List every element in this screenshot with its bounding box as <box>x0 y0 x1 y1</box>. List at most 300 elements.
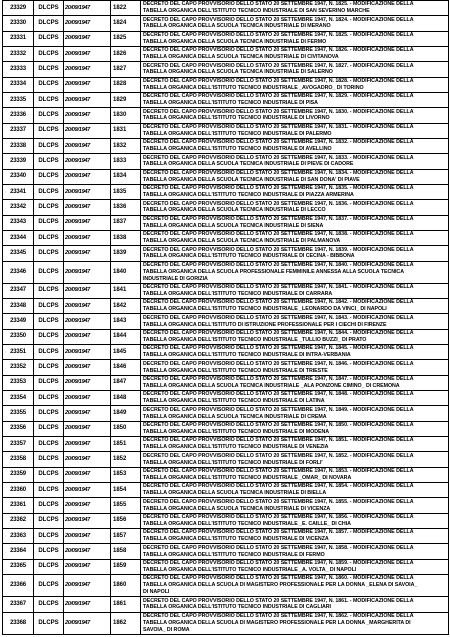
decree-title-cell <box>141 360 449 375</box>
decree-title-line: DECRETO DEL CAPO PROVVISORIO DELLO STATO 20 SETTEMBRE 1947, N. 1847. - MODIFICAZIONE DELLA <box>143 376 414 383</box>
record-number-cell: 23356 <box>3 421 34 436</box>
table-row <box>3 360 449 375</box>
act-type-cell: DLCPS <box>34 314 64 329</box>
act-date-cell: 20/09/1947 <box>64 31 111 46</box>
decree-title-line: DI NAPOLI <box>143 589 170 596</box>
act-type-cell: DLCPS <box>34 62 64 77</box>
decree-title-line: DECRETO DEL CAPO PROVVISORIO DELLO STATO 20 SETTEMBRE 1947, N. 1834. - MODIFICAZIONE DELLA <box>143 169 414 176</box>
act-number-cell: 1855 <box>111 498 141 513</box>
decree-title-line: TABELLA ORGANICA DELLA SCUOLA TECNICA INDUSTRIALE DI PALMANOVA <box>143 238 341 245</box>
act-date-cell: 20/09/1947 <box>64 184 111 199</box>
decree-title-line: DECRETO DEL CAPO PROVVISORIO DELLO STATO 20 SETTEMBRE 1947, N. 1849. - MODIFICAZIONE DELLA <box>143 406 414 413</box>
decree-title-line: TABELLA ORGANICA DELLA SCUOLA TECNICA INDUSTRIALE DI FERMO <box>143 38 327 45</box>
decree-title-line: TABELLA ORGANICA DELL'ISTITUTO TECNICO INDUSTRIALE DI PALERMO <box>143 130 332 137</box>
record-number-cell: 23355 <box>3 406 34 421</box>
decree-title-line: TABELLA ORGANICA DELL'ISTITUTO TECNICO INDUSTRIALE DI LIVORNO <box>143 115 330 122</box>
record-number-cell: 23344 <box>3 230 34 245</box>
act-date-cell: 20/09/1947 <box>64 77 111 92</box>
decree-table-body <box>3 1 449 635</box>
act-number-cell: 1835 <box>111 184 141 199</box>
act-number-cell: 1856 <box>111 513 141 528</box>
decree-title-cell <box>141 62 449 77</box>
act-number-cell: 1849 <box>111 406 141 421</box>
act-type-cell: DLCPS <box>34 498 64 513</box>
decree-title-line: DECRETO DEL CAPO PROVVISORIO DELLO STATO 20 SETTEMBRE 1947, N. 1858. - MODIFICAZIONE DELLA <box>143 544 414 551</box>
decree-title-line: TABELLA ORGANICA DELLA SCUOLA TECNICA INDUSTRIALE DI PIEVE DI CADORE <box>143 161 354 168</box>
decree-title-line: INDUSTRIALE DI GORIZIA <box>143 275 208 282</box>
decree-title-line: TABELLA ORGANICA DELLA SCUOLA DI MAGISTERO PROFESSIONALE PER LA DONNA _MARGHERITA DI <box>143 619 411 626</box>
act-date-cell: 20/09/1947 <box>64 597 111 612</box>
decree-title-line: TABELLA ORGANICA DELLA SCUOLA TECNICA INDUSTRIALE DI SAN DONA' DI PIAVE <box>143 176 360 183</box>
table-row <box>3 92 449 107</box>
decree-title-line: DECRETO DEL CAPO PROVVISORIO DELLO STATO 20 SETTEMBRE 1947, N. 1856. - MODIFICAZIONE DELLA <box>143 514 414 521</box>
decree-title-line: TABELLA ORGANICA DELLA SCUOLA TECNICA INDUSTRIALE DI BIELLA <box>143 490 327 497</box>
act-type-cell: DLCPS <box>34 77 64 92</box>
act-type-cell: DLCPS <box>34 92 64 107</box>
act-date-cell: 20/09/1947 <box>64 329 111 344</box>
record-number-cell: 23333 <box>3 62 34 77</box>
record-number-cell: 23366 <box>3 575 34 597</box>
decree-title-cell <box>141 1 449 16</box>
act-number-cell: 1830 <box>111 108 141 123</box>
record-number-cell: 23331 <box>3 31 34 46</box>
decree-title-line: DECRETO DEL CAPO PROVVISORIO DELLO STATO 20 SETTEMBRE 1947, N. 1851. - MODIFICAZIONE DELLA <box>143 437 414 444</box>
table-row <box>3 421 449 436</box>
decree-title-line: TABELLA ORGANICA DELL'ISTITUTO TECNICO INDUSTRIALE DI CECINA - BIBBONA <box>143 253 355 260</box>
act-type-cell: DLCPS <box>34 406 64 421</box>
act-type-cell: DLCPS <box>34 123 64 138</box>
decree-title-line: DECRETO DEL CAPO PROVVISORIO DELLO STATO 20 SETTEMBRE 1947, N. 1843. - MODIFICAZIONE DELLA <box>143 314 414 321</box>
act-date-cell: 20/09/1947 <box>64 62 111 77</box>
act-date-cell: 20/09/1947 <box>64 375 111 390</box>
table-row <box>3 138 449 153</box>
decree-title-line: TABELLA ORGANICA DELLA SCUOLA TECNICA INDUSTRIALE DI MERANO <box>143 23 331 30</box>
table-row <box>3 612 449 634</box>
act-type-cell: DLCPS <box>34 246 64 261</box>
table-row <box>3 154 449 169</box>
act-type-cell: DLCPS <box>34 108 64 123</box>
decree-title-line: DECRETO DEL CAPO PROVVISORIO DELLO STATO 20 SETTEMBRE 1947, N. 1824. - MODIFICAZIONE DELLA <box>143 16 414 23</box>
record-number-cell: 23342 <box>3 200 34 215</box>
decree-title-line: TABELLA ORGANICA DELL'ISTITUTO TECNICO INDUSTRIALE DI SAN SEVERINO MARCHE <box>143 8 370 15</box>
decree-title-cell <box>141 230 449 245</box>
act-type-cell: DLCPS <box>34 169 64 184</box>
decree-title-line: DECRETO DEL CAPO PROVVISORIO DELLO STATO 20 SETTEMBRE 1947, N. 1825. - MODIFICAZIONE DELLA <box>143 1 414 8</box>
act-type-cell: DLCPS <box>34 46 64 61</box>
act-type-cell: DLCPS <box>34 544 64 559</box>
decree-title-cell <box>141 314 449 329</box>
act-number-cell: 1859 <box>111 559 141 574</box>
decree-title-cell <box>141 299 449 314</box>
record-number-cell: 23346 <box>3 261 34 283</box>
decree-title-line: TABELLA ORGANICA DELL'ISTITUTO TECNICO INDUSTRIALE _LEONARDO DA VINCI_ DI NAPOLI <box>143 306 387 313</box>
decree-title-cell <box>141 391 449 406</box>
act-date-cell: 20/09/1947 <box>64 230 111 245</box>
decree-title-cell <box>141 375 449 390</box>
decree-title-line: TABELLA ORGANICA DELLA SCUOLA TECNICA INDUSTRIALE DI SIENA <box>143 222 324 229</box>
decree-title-line: DECRETO DEL CAPO PROVVISORIO DELLO STATO 20 SETTEMBRE 1947, N. 1836. - MODIFICAZIONE DELLA <box>143 200 414 207</box>
act-type-cell: DLCPS <box>34 513 64 528</box>
act-type-cell: DLCPS <box>34 215 64 230</box>
decree-title-line: TABELLA ORGANICA DELL'ISTITUTO DI ISTRUZIONE PROFESSIONALE PER I CIECHI DI FIRENZE <box>143 321 387 328</box>
act-date-cell: 20/09/1947 <box>64 92 111 107</box>
table-row <box>3 77 449 92</box>
decree-title-cell <box>141 184 449 199</box>
act-number-cell: 1832 <box>111 138 141 153</box>
act-number-cell: 1833 <box>111 154 141 169</box>
act-date-cell: 20/09/1947 <box>64 261 111 283</box>
act-type-cell: DLCPS <box>34 612 64 634</box>
act-number-cell: 1845 <box>111 345 141 360</box>
record-number-cell: 23339 <box>3 154 34 169</box>
act-number-cell: 1836 <box>111 200 141 215</box>
table-row <box>3 31 449 46</box>
act-number-cell: 1828 <box>111 77 141 92</box>
decree-title-line: TABELLA ORGANICA DELLA SCUOLA TECNICA INDUSTRIALE DI LECCO <box>143 207 326 214</box>
decree-title-line: TABELLA ORGANICA DELL'ISTITUTO TECNICO INDUSTRIALE DI FORLI' <box>143 459 323 466</box>
decree-title-line: DECRETO DEL CAPO PROVVISORIO DELLO STATO 20 SETTEMBRE 1947, N. 1857. - MODIFICAZIONE DELLA <box>143 529 414 536</box>
decree-title-line: DECRETO DEL CAPO PROVVISORIO DELLO STATO 20 SETTEMBRE 1947, N. 1842. - MODIFICAZIONE DELLA <box>143 299 414 306</box>
act-type-cell: DLCPS <box>34 559 64 574</box>
decree-table <box>2 0 449 635</box>
decree-title-cell <box>141 612 449 634</box>
record-number-cell: 23354 <box>3 391 34 406</box>
act-number-cell: 1834 <box>111 169 141 184</box>
table-row <box>3 329 449 344</box>
record-number-cell: 23347 <box>3 283 34 298</box>
decree-title-cell <box>141 31 449 46</box>
act-date-cell: 20/09/1947 <box>64 200 111 215</box>
decree-title-line: DECRETO DEL CAPO PROVVISORIO DELLO STATO 20 SETTEMBRE 1947, N. 1852. - MODIFICAZIONE DELLA <box>143 452 414 459</box>
act-number-cell: 1824 <box>111 16 141 31</box>
decree-title-line: DECRETO DEL CAPO PROVVISORIO DELLO STATO 20 SETTEMBRE 1947, N. 1862. - MODIFICAZIONE DELLA <box>143 612 414 619</box>
decree-title-line: DECRETO DEL CAPO PROVVISORIO DELLO STATO 20 SETTEMBRE 1947, N. 1833. - MODIFICAZIONE DELLA <box>143 154 414 161</box>
record-number-cell: 23348 <box>3 299 34 314</box>
table-row <box>3 46 449 61</box>
record-number-cell: 23332 <box>3 46 34 61</box>
decree-title-line: DECRETO DEL CAPO PROVVISORIO DELLO STATO 20 SETTEMBRE 1947, N. 1848. - MODIFICAZIONE DELLA <box>143 391 414 398</box>
act-type-cell: DLCPS <box>34 529 64 544</box>
decree-title-cell <box>141 215 449 230</box>
act-type-cell: DLCPS <box>34 138 64 153</box>
decree-title-cell <box>141 92 449 107</box>
act-type-cell: DLCPS <box>34 452 64 467</box>
record-number-cell: 23352 <box>3 360 34 375</box>
record-number-cell: 23360 <box>3 483 34 498</box>
decree-title-line: DECRETO DEL CAPO PROVVISORIO DELLO STATO 20 SETTEMBRE 1947, N. 1850. - MODIFICAZIONE DELLA <box>143 422 414 429</box>
act-date-cell: 20/09/1947 <box>64 467 111 482</box>
decree-title-line: DECRETO DEL CAPO PROVVISORIO DELLO STATO 20 SETTEMBRE 1947, N. 1832. - MODIFICAZIONE DELLA <box>143 139 414 146</box>
decree-title-line: TABELLA ORGANICA DELL'ISTITUTO TECNICO INDUSTRIALE DI AVELLINO <box>143 146 332 153</box>
record-number-cell: 23338 <box>3 138 34 153</box>
act-date-cell: 20/09/1947 <box>64 123 111 138</box>
act-number-cell: 1860 <box>111 575 141 597</box>
record-number-cell: 23351 <box>3 345 34 360</box>
decree-title-cell <box>141 283 449 298</box>
act-date-cell: 20/09/1947 <box>64 154 111 169</box>
act-number-cell: 1846 <box>111 360 141 375</box>
act-date-cell: 20/09/1947 <box>64 483 111 498</box>
act-type-cell: DLCPS <box>34 154 64 169</box>
record-number-cell: 23336 <box>3 108 34 123</box>
decree-title-line: TABELLA ORGANICA DELLA SCUOLA PROFESSIONALE FEMMINILE ANNESSA ALLA SCUOLA TECNICA <box>143 268 404 275</box>
table-row <box>3 169 449 184</box>
decree-title-line: DECRETO DEL CAPO PROVVISORIO DELLO STATO 20 SETTEMBRE 1947, N. 1825. - MODIFICAZIONE DELLA <box>143 32 414 39</box>
act-date-cell: 20/09/1947 <box>64 169 111 184</box>
act-date-cell: 20/09/1947 <box>64 46 111 61</box>
record-number-cell: 23362 <box>3 513 34 528</box>
decree-title-line: TABELLA ORGANICA DELL'ISTITUTO TECNICO INDUSTRIALE DI PIAZZA ARMERINA <box>143 192 354 199</box>
act-date-cell: 20/09/1947 <box>64 314 111 329</box>
act-date-cell: 20/09/1947 <box>64 360 111 375</box>
act-date-cell: 20/09/1947 <box>64 16 111 31</box>
record-number-cell: 23367 <box>3 597 34 612</box>
act-number-cell: 1840 <box>111 261 141 283</box>
act-type-cell: DLCPS <box>34 421 64 436</box>
decree-title-cell <box>141 77 449 92</box>
act-type-cell: DLCPS <box>34 200 64 215</box>
act-date-cell: 20/09/1947 <box>64 108 111 123</box>
act-type-cell: DLCPS <box>34 184 64 199</box>
act-type-cell: DLCPS <box>34 483 64 498</box>
decree-title-line: TABELLA ORGANICA DELL'ISTITUTO TECNICO INDUSTRIALE DI MODENA <box>143 428 329 435</box>
act-number-cell: 1825 <box>111 31 141 46</box>
act-type-cell: DLCPS <box>34 597 64 612</box>
decree-title-cell <box>141 529 449 544</box>
act-type-cell: DLCPS <box>34 16 64 31</box>
act-number-cell: 1852 <box>111 452 141 467</box>
act-date-cell: 20/09/1947 <box>64 1 111 16</box>
decree-title-cell <box>141 452 449 467</box>
decree-title-line: TABELLA ORGANICA DELLA SCUOLA DI MAGISTERO PROFESSIONALE PER LA DONNA _ELENA DI SAVOIA_ <box>143 582 418 589</box>
decree-title-line: DECRETO DEL CAPO PROVVISORIO DELLO STATO 20 SETTEMBRE 1947, N. 1846. - MODIFICAZIONE DELLA <box>143 360 414 367</box>
table-row <box>3 452 449 467</box>
table-row <box>3 483 449 498</box>
decree-title-cell <box>141 575 449 597</box>
decree-title-line: TABELLA ORGANICA DELL'ISTITUTO TECNICO INDUSTRIALE DI LATINA <box>143 398 325 405</box>
decree-title-line: DECRETO DEL CAPO PROVVISORIO DELLO STATO 20 SETTEMBRE 1947, N. 1829. - MODIFICAZIONE DELLA <box>143 93 414 100</box>
decree-title-line: TABELLA ORGANICA DELL'ISTITUTO TECNICO INDUSTRIALE _OMAR_ DI NOVARA <box>143 474 352 481</box>
decree-title-cell <box>141 345 449 360</box>
act-date-cell: 20/09/1947 <box>64 513 111 528</box>
act-number-cell: 1848 <box>111 391 141 406</box>
record-number-cell: 23364 <box>3 544 34 559</box>
table-row <box>3 544 449 559</box>
decree-title-line: DECRETO DEL CAPO PROVVISORIO DELLO STATO 20 SETTEMBRE 1947, N. 1859. - MODIFICAZIONE DELLA <box>143 560 414 567</box>
decree-title-cell <box>141 261 449 283</box>
record-number-cell: 23334 <box>3 77 34 92</box>
decree-title-cell <box>141 138 449 153</box>
act-date-cell: 20/09/1947 <box>64 283 111 298</box>
act-date-cell: 20/09/1947 <box>64 406 111 421</box>
decree-title-line: DECRETO DEL CAPO PROVVISORIO DELLO STATO 20 SETTEMBRE 1947, N. 1861. - MODIFICAZIONE DELLA <box>143 597 414 604</box>
table-row <box>3 299 449 314</box>
act-number-cell: 1847 <box>111 375 141 390</box>
act-date-cell: 20/09/1947 <box>64 575 111 597</box>
decree-title-line: TABELLA ORGANICA DELLA SCUOLA TECNICA INDUSTRIALE _ALA PONZONE CIMINO_ DI CREMONA <box>143 382 400 389</box>
act-date-cell: 20/09/1947 <box>64 391 111 406</box>
table-row <box>3 200 449 215</box>
act-number-cell: 1826 <box>111 46 141 61</box>
act-date-cell: 20/09/1947 <box>64 138 111 153</box>
act-number-cell: 1850 <box>111 421 141 436</box>
table-row <box>3 406 449 421</box>
decree-title-line: DECRETO DEL CAPO PROVVISORIO DELLO STATO 20 SETTEMBRE 1947, N. 1840. - MODIFICAZIONE DELLA <box>143 261 414 268</box>
decree-title-line: DECRETO DEL CAPO PROVVISORIO DELLO STATO 20 SETTEMBRE 1947, N. 1855. - MODIFICAZIONE DELLA <box>143 498 414 505</box>
decree-title-line: TABELLA ORGANICA DELL'ISTITUTO TECNICO INDUSTRIALE DI VICENZA <box>143 536 329 543</box>
act-type-cell: DLCPS <box>34 437 64 452</box>
decree-title-cell <box>141 483 449 498</box>
act-number-cell: 1839 <box>111 246 141 261</box>
decree-title-line: TABELLA ORGANICA DELLA SCUOLA TECNICA INDUSTRIALE DI VICENZA <box>143 505 331 512</box>
act-number-cell: 1829 <box>111 92 141 107</box>
act-number-cell: 1861 <box>111 597 141 612</box>
decree-title-cell <box>141 169 449 184</box>
record-number-cell: 23341 <box>3 184 34 199</box>
act-date-cell: 20/09/1947 <box>64 544 111 559</box>
act-type-cell: DLCPS <box>34 575 64 597</box>
decree-title-cell <box>141 421 449 436</box>
table-row <box>3 246 449 261</box>
act-date-cell: 20/09/1947 <box>64 559 111 574</box>
record-number-cell: 23337 <box>3 123 34 138</box>
act-date-cell: 20/09/1947 <box>64 246 111 261</box>
act-number-cell: 1843 <box>111 314 141 329</box>
table-row <box>3 467 449 482</box>
decree-title-line: TABELLA ORGANICA DELL'ISTITUTO TECNICO INDUSTRIALE DI VENEZIA <box>143 444 329 451</box>
act-date-cell: 20/09/1947 <box>64 498 111 513</box>
record-number-cell: 23340 <box>3 169 34 184</box>
record-number-cell: 23368 <box>3 612 34 634</box>
act-type-cell: DLCPS <box>34 345 64 360</box>
decree-title-line: DECRETO DEL CAPO PROVVISORIO DELLO STATO 20 SETTEMBRE 1947, N. 1854. - MODIFICAZIONE DELLA <box>143 483 414 490</box>
decree-title-cell <box>141 498 449 513</box>
act-type-cell: DLCPS <box>34 360 64 375</box>
record-number-cell: 23335 <box>3 92 34 107</box>
act-number-cell: 1844 <box>111 329 141 344</box>
act-number-cell: 1841 <box>111 283 141 298</box>
act-number-cell: 1858 <box>111 544 141 559</box>
act-type-cell: DLCPS <box>34 299 64 314</box>
decree-title-line: TABELLA ORGANICA DELL'ISTITUTO TECNICO INDUSTRIALE DI PISA <box>143 100 318 107</box>
record-number-cell: 23358 <box>3 452 34 467</box>
table-row <box>3 597 449 612</box>
decree-title-cell <box>141 200 449 215</box>
record-number-cell: 23363 <box>3 529 34 544</box>
act-number-cell: 1837 <box>111 215 141 230</box>
decree-title-cell <box>141 46 449 61</box>
act-date-cell: 20/09/1947 <box>64 529 111 544</box>
decree-title-line: DECRETO DEL CAPO PROVVISORIO DELLO STATO 20 SETTEMBRE 1947, N. 1839. - MODIFICAZIONE DELLA <box>143 246 414 253</box>
record-number-cell: 23365 <box>3 559 34 574</box>
table-row <box>3 16 449 31</box>
act-number-cell: 1851 <box>111 437 141 452</box>
act-number-cell: 1853 <box>111 467 141 482</box>
table-row <box>3 184 449 199</box>
table-row <box>3 62 449 77</box>
table-row <box>3 123 449 138</box>
table-row <box>3 559 449 574</box>
act-date-cell: 20/09/1947 <box>64 452 111 467</box>
record-number-cell: 23329 <box>3 1 34 16</box>
decree-title-line: DECRETO DEL CAPO PROVVISORIO DELLO STATO 20 SETTEMBRE 1947, N. 1853. - MODIFICAZIONE DELLA <box>143 468 414 475</box>
decree-title-line: TABELLA ORGANICA DELL'ISTITUTO TECNICO INDUSTRIALE _A. VOLTA_ DI NAPOLI <box>143 566 357 573</box>
act-date-cell: 20/09/1947 <box>64 215 111 230</box>
table-row <box>3 314 449 329</box>
decree-title-line: TABELLA ORGANICA DELLA SCUOLA TECNICA INDUSTRIALE DI CREMA <box>143 413 327 420</box>
act-number-cell: 1857 <box>111 529 141 544</box>
record-number-cell: 23361 <box>3 498 34 513</box>
table-row <box>3 375 449 390</box>
table-row <box>3 513 449 528</box>
table-row <box>3 108 449 123</box>
act-type-cell: DLCPS <box>34 329 64 344</box>
decree-title-cell <box>141 513 449 528</box>
decree-title-line: TABELLA ORGANICA DELL'ISTITUTO TECNICO INDUSTRIALE DI TRIESTE <box>143 367 328 374</box>
table-row <box>3 529 449 544</box>
record-number-cell: 23330 <box>3 16 34 31</box>
record-number-cell: 23343 <box>3 215 34 230</box>
decree-title-line: DECRETO DEL CAPO PROVVISORIO DELLO STATO 20 SETTEMBRE 1947, N. 1860. - MODIFICAZIONE DELLA <box>143 575 414 582</box>
decree-title-cell <box>141 406 449 421</box>
table-row <box>3 261 449 283</box>
table-row <box>3 230 449 245</box>
act-type-cell: DLCPS <box>34 31 64 46</box>
decree-title-line: TABELLA ORGANICA DELL'ISTITUTO TECNICO INDUSTRIALE _E. CAILLE_ DI CHIA <box>143 520 351 527</box>
decree-title-line: DECRETO DEL CAPO PROVVISORIO DELLO STATO 20 SETTEMBRE 1947, N. 1845. - MODIFICAZIONE DELLA <box>143 345 414 352</box>
act-number-cell: 1842 <box>111 299 141 314</box>
record-number-cell: 23349 <box>3 314 34 329</box>
decree-title-line: TABELLA ORGANICA DELL'ISTITUTO TECNICO INDUSTRIALE DI CAGLIARI <box>143 604 331 611</box>
decree-title-line: DECRETO DEL CAPO PROVVISORIO DELLO STATO 20 SETTEMBRE 1947, N. 1828. - MODIFICAZIONE DELLA <box>143 78 414 84</box>
record-number-cell: 23357 <box>3 437 34 452</box>
decree-title-cell <box>141 467 449 482</box>
decree-title-line: DECRETO DEL CAPO PROVVISORIO DELLO STATO 20 SETTEMBRE 1947, N. 1841. - MODIFICAZIONE DELLA <box>143 284 414 291</box>
decree-title-line: TABELLA ORGANICA DELL'ISTITUTO TECNICO INDUSTRIALE DI INTRA-VERBANIA <box>143 352 351 359</box>
table-row <box>3 1 449 16</box>
decree-title-line: TABELLA ORGANICA DELL'ISTITUTO TECNICO INDUSTRIALE _TULLIO BUZZI_ DI PRATO <box>143 336 367 343</box>
act-date-cell: 20/09/1947 <box>64 421 111 436</box>
act-type-cell: DLCPS <box>34 230 64 245</box>
act-number-cell: 1831 <box>111 123 141 138</box>
act-date-cell: 20/09/1947 <box>64 299 111 314</box>
table-row <box>3 575 449 597</box>
decree-title-cell <box>141 329 449 344</box>
decree-title-cell <box>141 544 449 559</box>
decree-title-line: DECRETO DEL CAPO PROVVISORIO DELLO STATO 20 SETTEMBRE 1947, N. 1835. - MODIFICAZIONE DELLA <box>143 185 414 192</box>
decree-title-line: TABELLA ORGANICA DELL'ISTITUTO TECNICO INDUSTRIALE _AVOGADRO_ DI TORINO <box>143 84 364 91</box>
decree-title-line: DECRETO DEL CAPO PROVVISORIO DELLO STATO 20 SETTEMBRE 1947, N. 1831. - MODIFICAZIONE DELLA <box>143 123 414 130</box>
decree-title-line: TABELLA ORGANICA DELLA SCUOLA TECNICA INDUSTRIALE DI CIVITANOVA <box>143 54 339 61</box>
decree-title-line: DECRETO DEL CAPO PROVVISORIO DELLO STATO 20 SETTEMBRE 1947, N. 1830. - MODIFICAZIONE DELLA <box>143 108 414 115</box>
decree-title-line: DECRETO DEL CAPO PROVVISORIO DELLO STATO 20 SETTEMBRE 1947, N. 1837. - MODIFICAZIONE DELLA <box>143 215 414 222</box>
decree-title-line: DECRETO DEL CAPO PROVVISORIO DELLO STATO 20 SETTEMBRE 1947, N. 1838. - MODIFICAZIONE DELLA <box>143 231 414 238</box>
table-row <box>3 283 449 298</box>
table-row <box>3 345 449 360</box>
table-row <box>3 215 449 230</box>
decree-title-line: SAVOIA_ DI ROMA <box>143 626 190 633</box>
decree-title-cell <box>141 246 449 261</box>
record-number-cell: 23350 <box>3 329 34 344</box>
decree-title-line: DECRETO DEL CAPO PROVVISORIO DELLO STATO 20 SETTEMBRE 1947, N. 1827. - MODIFICAZIONE DELLA <box>143 62 414 69</box>
decree-title-line: DECRETO DEL CAPO PROVVISORIO DELLO STATO 20 SETTEMBRE 1947, N. 1826. - MODIFICAZIONE DELLA <box>143 47 414 54</box>
act-type-cell: DLCPS <box>34 467 64 482</box>
decree-title-cell <box>141 16 449 31</box>
act-number-cell: 1862 <box>111 612 141 634</box>
decree-title-cell <box>141 108 449 123</box>
table-row <box>3 498 449 513</box>
act-date-cell: 20/09/1947 <box>64 345 111 360</box>
